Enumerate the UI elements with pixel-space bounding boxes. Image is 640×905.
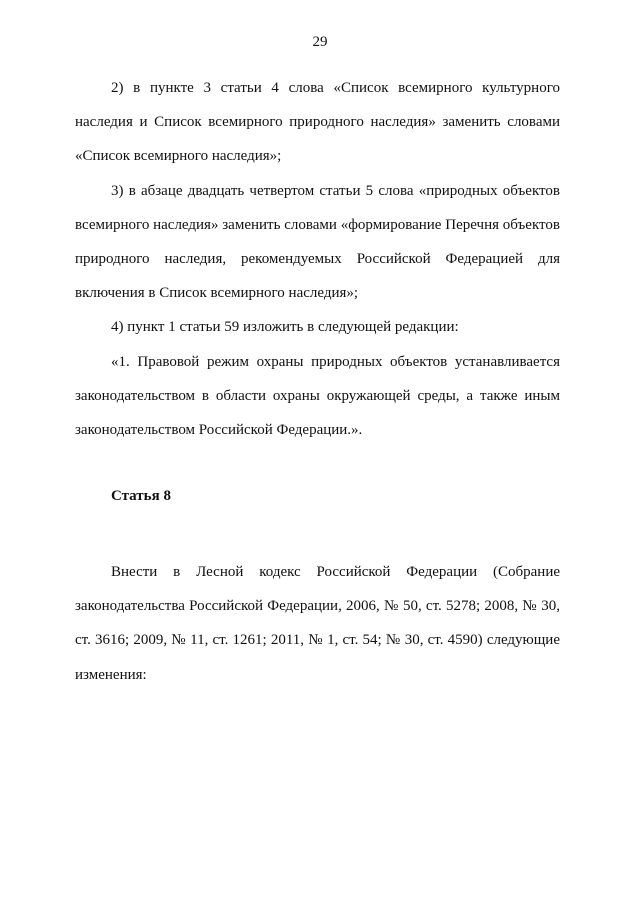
page-number: 29 — [312, 34, 328, 50]
amendment-quote: «1. Правовой режим охраны природных объектов устанавливается законодательством в области охраны окружающей среды, а также иным законодательством Российской Федерации.». — [75, 353, 560, 439]
amendment-item-2: 2) в пункте 3 статьи 4 слова «Список всемирного культурного наследия и Список всемирного природного наследия» заменить словами «Список всемирного наследия»; — [75, 80, 560, 165]
amendment-item-3: 3) в абзаце двадцать четвертом статьи 5 слова «природных объектов всемирного наследия» заменить словами «формирование Перечня объектов природного наследия, рекомендуемых Российской Федерацией для включения в Список всемирного наследия»; — [75, 182, 560, 302]
article-body — [75, 555, 560, 692]
article-text: Внести в Лесной кодекс Российской Федерации (Собрание законодательства Российской Федерации, 2006, № 50, ст. 5278; 2008, № 30, ст. 3616; 2009, № 11, ст. 1261; 2011, № 1, ст. 54; № 30, ст. 4590) следующие изменения: — [75, 564, 560, 683]
amendment-item-4: 4) пункт 1 статьи 59 изложить в следующей редакции: — [111, 319, 459, 336]
amendment-list — [75, 71, 560, 447]
article-heading: Статья 8 — [111, 488, 171, 504]
